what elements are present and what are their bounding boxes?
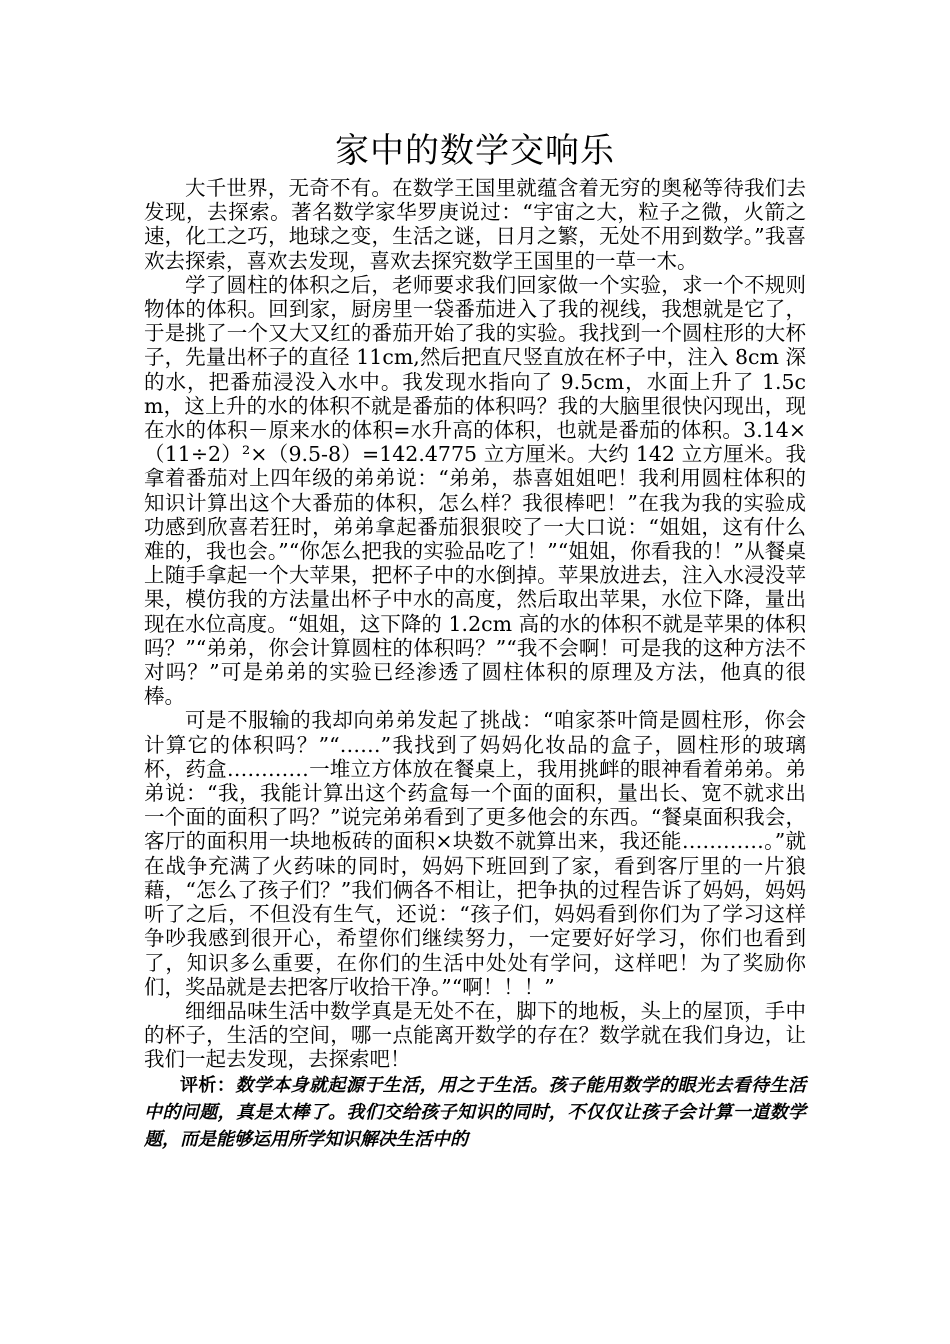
- paragraph-experiment: 学了圆柱的体积之后，老师要求我们回家做一个实验，求一个不规则物体的体积。回到家，厨房里一袋番茄进入了我的视线，我想就是它了，于是挑了一个又大又红的番茄开始了我的实验。我找到一个圆柱形的大杯子，先量出杯子的直径 11cm,然后把直尺竖直放在杯子中，注入 8cm 深的水，把番茄浸没入水中。我发现水指向了 9.5cm，水面上升了 1.5cm，这上升的水的体积不就是番茄的体积吗？我的大脑里很快闪现出，现在水的体积－原来水的体积=水升高的体积，也就是番茄的体积。3.14×（11÷2）²×（9.5-8）=142.4775 立方厘米。大约 142 立方厘米。我拿着番茄对上四年级的弟弟说：“弟弟，恭喜姐姐吧！我利用圆柱体积的知识计算出这个大番茄的体积，怎么样？我很棒吧！”在我为我的实验成功感到欣喜若狂时，弟弟拿起番茄狠狠咬了一大口说：“姐姐，这有什么难的，我也会。”“你怎么把我的实验品吃了！”“姐姐，你看我的！”从餐桌上随手拿起一个大苹果，把杯子中的水倒掉。苹果放进去，注入水浸没苹果，模仿我的方法量出杯子中水的高度，然后取出苹果，水位下降，量出现在水位高度。“姐姐，这下降的 1.2cm 高的水的体积不就是苹果的体积吗？”“弟弟，你会计算圆柱的体积吗？”“我不会啊！可是我的这种方法不对吗？”可是弟弟的实验已经渗透了圆柱体积的原理及方法，他真的很棒。: [144, 272, 806, 709]
- analysis-paragraph: [144, 1072, 806, 1153]
- analysis-label: 评析：: [180, 1074, 236, 1096]
- document-title: 家中的数学交响乐: [335, 131, 615, 171]
- analysis-text: 数学本身就起源于生活，用之于生活。孩子能用数学的眼光去看待生活中的问题，真是太棒了。我们交给孩子知识的同时，不仅仅让孩子会计算一道数学题，而是能够运用所学知识解决生活中的: [144, 1074, 807, 1150]
- paragraph-conclusion: 细细品味生活中数学真是无处不在，脚下的地板，头上的屋顶，手中的杯子，生活的空间，哪一点能离开数学的存在？数学就在我们身边，让我们一起去发现，去探索吧！: [144, 998, 806, 1072]
- paragraph-challenge: 可是不服输的我却向弟弟发起了挑战：“咱家茶叶筒是圆柱形，你会计算它的体积吗？”“……”我找到了妈妈化妆品的盒子，圆柱形的玻璃杯，药盒…………一堆立方体放在餐桌上，我用挑衅的眼神看着弟弟。弟弟说：“我，我能计算出这个药盒每一个面的面积，量出长、宽不就求出一个面的面积了吗？”说完弟弟看到了更多他会的东西。“餐桌面积我会，客厅的面积用一块地板砖的面积×块数不就算出来，我还能…………。”就在战争充满了火药味的同时，妈妈下班回到了家，看到客厅里的一片狼藉，“怎么了孩子们？”我们俩各不相让，把争执的过程告诉了妈妈，妈妈听了之后，不但没有生气，还说：“孩子们，妈妈看到你们为了学习这样争吵我感到很开心，希望你们继续努力，一定要好好学习，你们也看到了，知识多么重要，在你们的生活中处处有学问，这样吧！为了奖励你们，奖品就是去把客厅收拾干净。”“啊！！！”: [144, 708, 806, 999]
- document-page: [144, 128, 806, 1153]
- paragraph-intro: 大千世界，无奇不有。在数学王国里就蕴含着无穷的奥秘等待我们去发现，去探索。著名数学家华罗庚说过：“宇宙之大，粒子之微，火箭之速，化工之巧，地球之变，生活之谜，日月之繁，无处不用到数学。”我喜欢去探索，喜欢去发现，喜欢去探究数学王国里的一草一木。: [144, 176, 806, 273]
